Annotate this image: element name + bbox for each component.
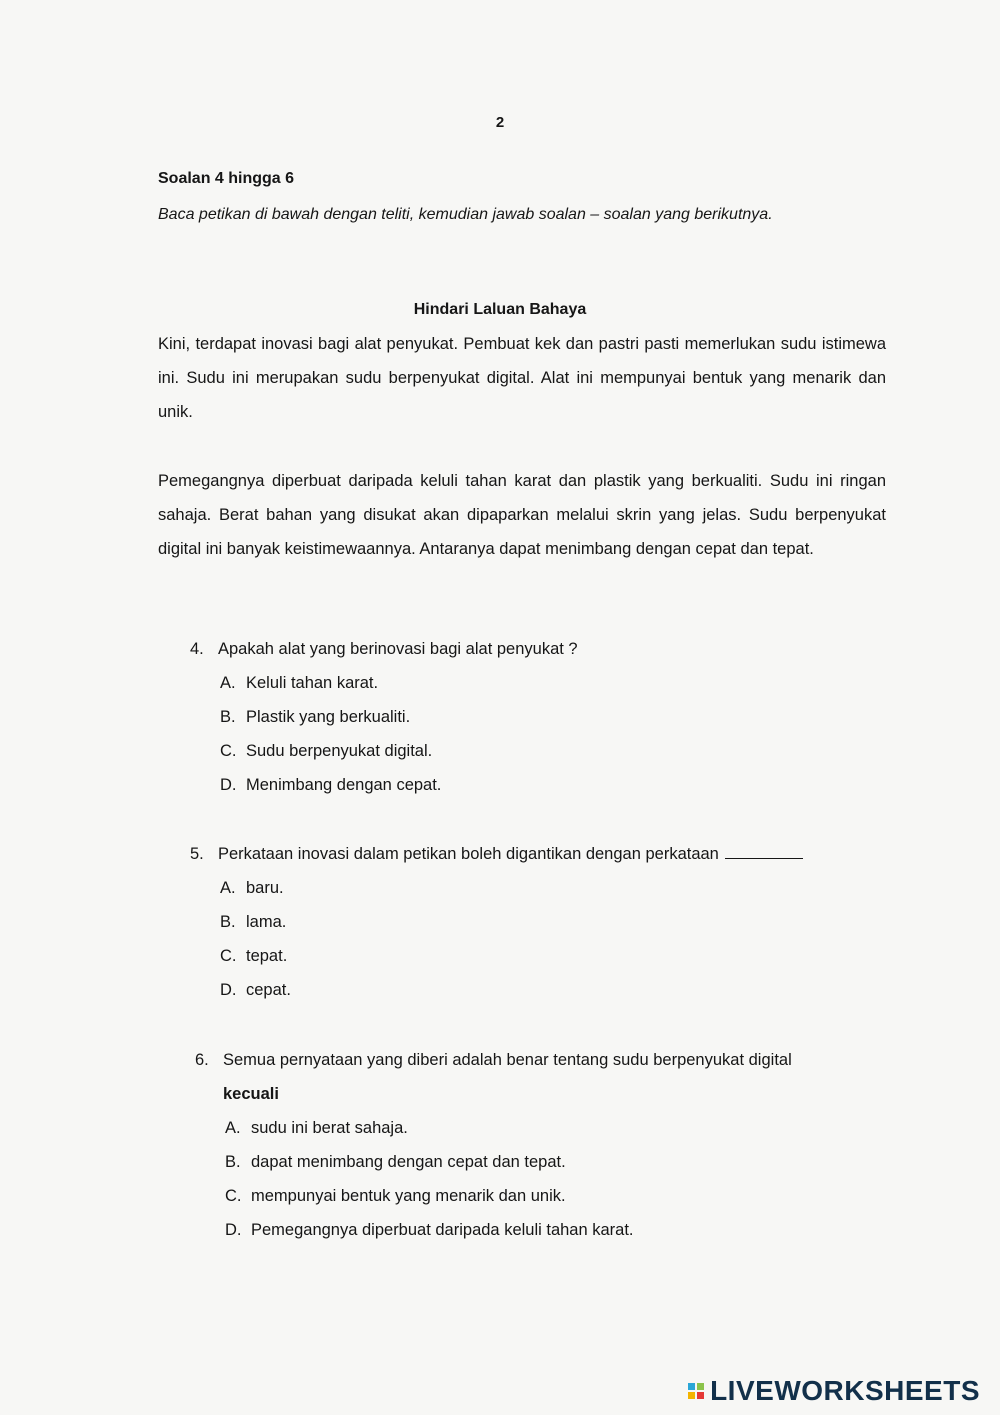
option-letter: D.	[225, 1221, 242, 1239]
liveworksheets-logo[interactable]	[688, 1375, 980, 1407]
option-b[interactable]	[220, 700, 890, 734]
option-letter: A.	[220, 674, 236, 692]
logo-text: LIVEWORKSHEETS	[710, 1375, 980, 1406]
option-a[interactable]	[220, 871, 900, 905]
option-d[interactable]	[220, 768, 890, 802]
logo-square	[688, 1383, 695, 1390]
option-text: Keluli tahan karat.	[246, 674, 379, 692]
option-c[interactable]	[220, 939, 900, 973]
page-number: 2	[495, 114, 505, 131]
answer-blank[interactable]	[725, 844, 803, 859]
section-title: Soalan 4 hingga 6	[158, 170, 295, 187]
option-letter: A.	[225, 1119, 241, 1137]
option-c[interactable]	[220, 734, 890, 768]
option-text: Pemegangnya diperbuat daripada keluli tahan karat.	[251, 1221, 634, 1239]
question-text: Apakah alat yang berinovasi bagi alat penyukat ?	[218, 640, 578, 658]
question-text-wrap	[218, 837, 900, 871]
option-c[interactable]	[225, 1179, 905, 1213]
option-letter: C.	[225, 1187, 242, 1205]
option-b[interactable]	[220, 905, 900, 939]
option-text: Menimbang dengan cepat.	[246, 776, 442, 794]
question-number: 4.	[190, 640, 204, 658]
logo-square	[688, 1392, 695, 1399]
question-text: Perkataan inovasi dalam petikan boleh digantikan dengan perkataan	[218, 845, 719, 863]
option-letter: D.	[220, 776, 237, 794]
option-text: sudu ini berat sahaja.	[251, 1119, 408, 1137]
question-text: Semua pernyataan yang diberi adalah benar tentang sudu berpenyukat digital	[223, 1051, 792, 1069]
question-text-wrap	[223, 1043, 905, 1111]
option-letter: C.	[220, 947, 237, 965]
passage-title: Hindari Laluan Bahaya	[413, 301, 587, 318]
instruction-text: Baca petikan di bawah dengan teliti, kemudian jawab soalan – soalan yang berikutnya.	[158, 206, 773, 223]
question-emphasis: kecuali	[223, 1085, 279, 1103]
passage-paragraph-2: Pemegangnya diperbuat daripada keluli tahan karat dan plastik yang berkualiti. Sudu ini ringan sahaja. Berat bahan yang disukat akan dipaparkan melalui skrin yang jelas. Sudu berpenyukat digital ini banyak keistimewaannya. Antaranya dapat menimbang dengan cepat dan tepat.	[158, 472, 886, 558]
answer-options	[220, 666, 890, 802]
option-b[interactable]	[225, 1145, 905, 1179]
logo-grid-icon	[688, 1383, 704, 1399]
answer-options	[220, 871, 900, 1007]
question-stem	[190, 837, 900, 871]
option-text: dapat menimbang dengan cepat dan tepat.	[251, 1153, 566, 1171]
option-text: baru.	[246, 879, 284, 897]
logo-square	[697, 1383, 704, 1390]
question-5	[190, 837, 900, 1007]
option-letter: B.	[220, 708, 236, 726]
option-text: Plastik yang berkualiti.	[246, 708, 411, 726]
option-a[interactable]	[220, 666, 890, 700]
option-text: lama.	[246, 913, 287, 931]
option-text: tepat.	[246, 947, 288, 965]
question-number: 5.	[190, 845, 204, 863]
question-stem	[195, 1043, 905, 1111]
question-4	[190, 632, 890, 802]
option-d[interactable]	[220, 973, 900, 1007]
option-text: mempunyai bentuk yang menarik dan unik.	[251, 1187, 566, 1205]
option-letter: D.	[220, 981, 237, 999]
option-d[interactable]	[225, 1213, 905, 1247]
option-text: Sudu berpenyukat digital.	[246, 742, 433, 760]
option-letter: C.	[220, 742, 237, 760]
answer-options	[225, 1111, 905, 1247]
option-text: cepat.	[246, 981, 291, 999]
question-6	[195, 1043, 905, 1247]
option-letter: B.	[225, 1153, 241, 1171]
option-letter: B.	[220, 913, 236, 931]
option-a[interactable]	[225, 1111, 905, 1145]
logo-square	[697, 1392, 704, 1399]
option-letter: A.	[220, 879, 236, 897]
question-stem	[190, 632, 890, 666]
question-number: 6.	[195, 1051, 209, 1069]
passage-paragraph-1: Kini, terdapat inovasi bagi alat penyukat. Pembuat kek dan pastri pasti memerlukan sudu istimewa ini. Sudu ini merupakan sudu berpenyukat digital. Alat ini mempunyai bentuk yang menarik dan unik.	[158, 335, 886, 421]
